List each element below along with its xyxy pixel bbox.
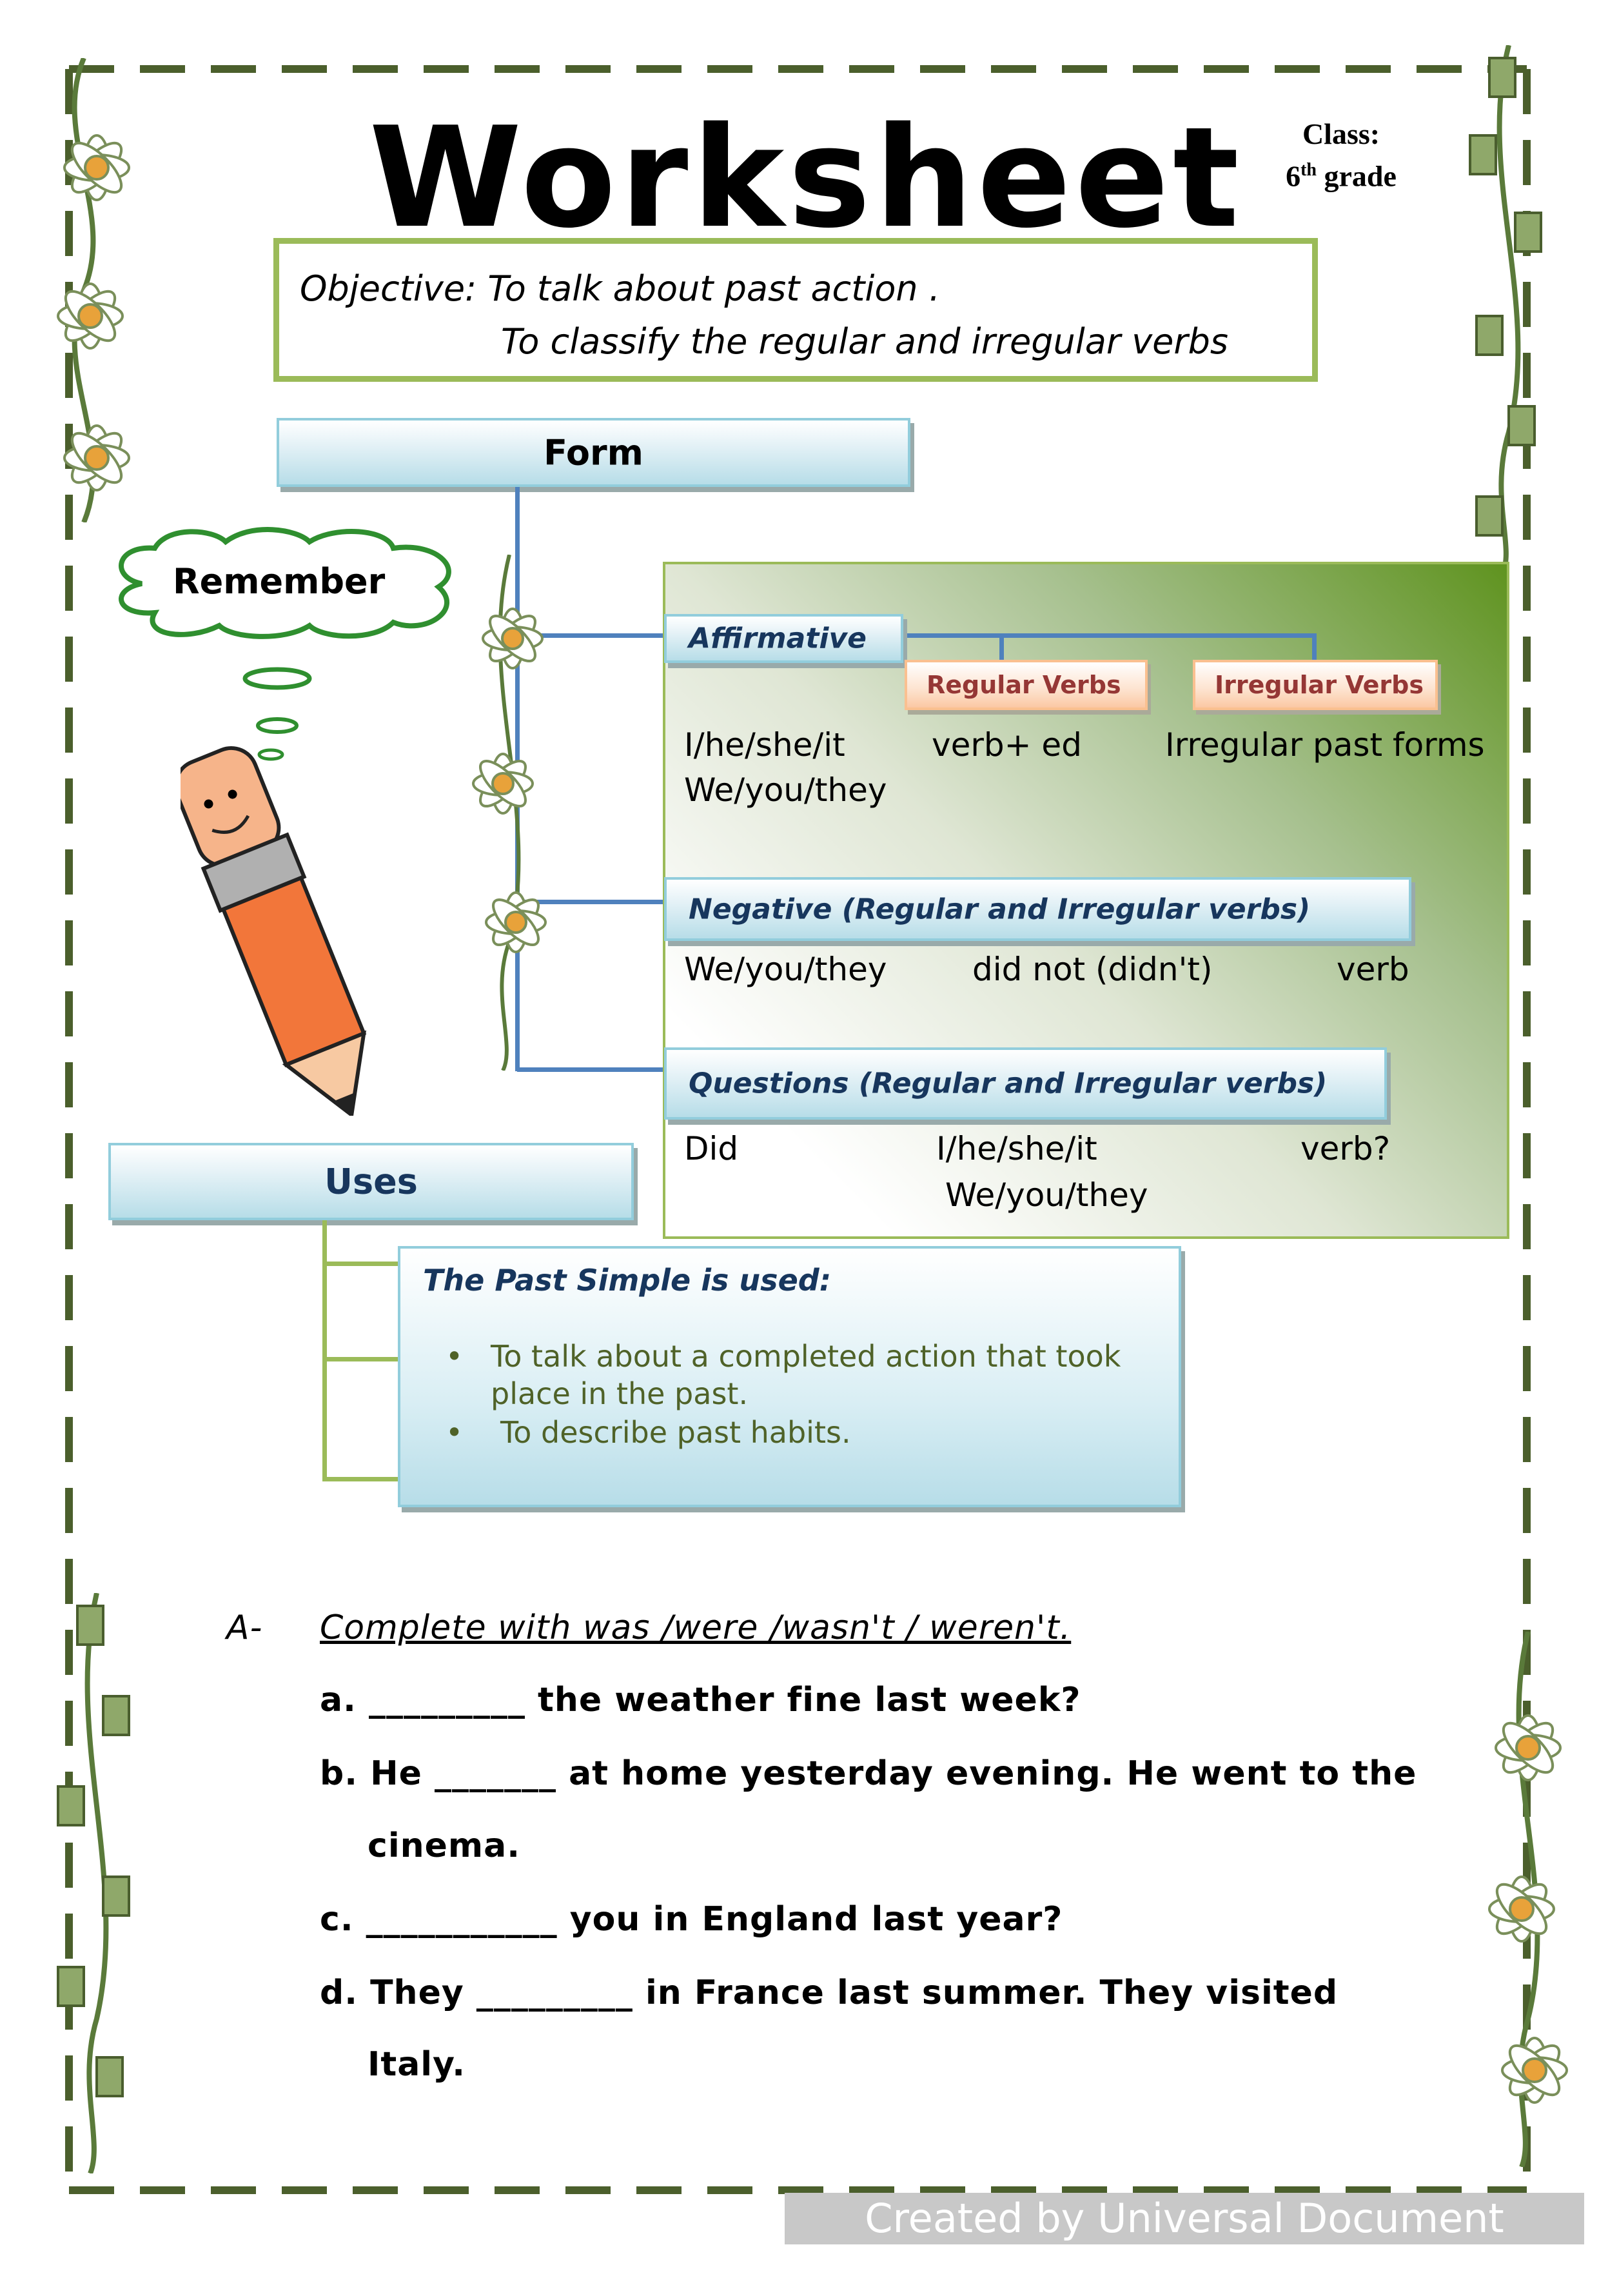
question-auxiliary: Did bbox=[684, 1130, 739, 1167]
use-1-line-1: To talk about a completed action that took bbox=[491, 1339, 1121, 1374]
irregular-verbs-header bbox=[1193, 660, 1438, 710]
exercise-item-d: d. They _________ in France last summer. They visited bbox=[320, 1974, 1339, 2012]
page-border-top bbox=[69, 65, 1527, 73]
exercise-item-b: b. He _______ at home yesterday evening. He went to the bbox=[320, 1754, 1417, 1793]
uses-header bbox=[108, 1143, 634, 1220]
bullet-dot: • bbox=[446, 1339, 464, 1374]
converter-watermark: Created by Universal Document Converter bbox=[785, 2193, 1584, 2244]
objective-line-2: To classify the regular and irregular verbs bbox=[501, 321, 1229, 362]
irregular-form: Irregular past forms bbox=[1165, 726, 1485, 764]
form-title: Form bbox=[544, 432, 643, 473]
grade-text bbox=[1264, 152, 1418, 194]
objective-box bbox=[273, 238, 1318, 382]
uses-connector-3 bbox=[324, 1477, 399, 1481]
uses-connector-2 bbox=[324, 1357, 399, 1361]
negative-verb: verb bbox=[1337, 951, 1409, 988]
exercise-item-c: c. ___________ you in England last year? bbox=[320, 1900, 1063, 1939]
bullet-dot: • bbox=[446, 1415, 464, 1450]
negative-label: Negative (Regular and Irregular verbs) bbox=[689, 893, 1311, 925]
regular-verbs-label: Regular Verbs bbox=[927, 671, 1121, 699]
uses-connector-vertical bbox=[322, 1220, 327, 1481]
exercise-item-d-continuation: Italy. bbox=[368, 2045, 466, 2084]
negative-auxiliary: did not (didn't) bbox=[972, 951, 1213, 988]
regular-form: verb+ ed bbox=[932, 726, 1082, 764]
exercise-item-a: a. _________ the weather fine last week? bbox=[320, 1681, 1081, 1719]
negative-header bbox=[664, 877, 1411, 941]
questions-header bbox=[664, 1047, 1387, 1120]
grade-number: 6 bbox=[1286, 159, 1301, 193]
grade-word: grade bbox=[1324, 159, 1397, 193]
class-heading: Class: bbox=[1302, 117, 1380, 150]
uses-connector-1 bbox=[324, 1262, 399, 1266]
connector-verb-types bbox=[903, 633, 1316, 638]
irregular-verbs-label: Irregular Verbs bbox=[1215, 671, 1424, 699]
past-simple-uses-box bbox=[398, 1246, 1181, 1507]
exercise-instruction: Complete with was /were /wasn't / weren't. bbox=[320, 1608, 1072, 1647]
connector-irregular bbox=[1312, 633, 1317, 660]
uses-title: Uses bbox=[324, 1161, 418, 1202]
grade-suffix: th bbox=[1300, 160, 1317, 180]
question-subject-1: I/he/she/it bbox=[936, 1130, 1097, 1167]
use-1-line-2: place in the past. bbox=[491, 1376, 749, 1411]
affirmative-label: Affirmative bbox=[689, 622, 867, 655]
affirmative-subject-1: I/he/she/it bbox=[684, 726, 845, 764]
use-2: To describe past habits. bbox=[500, 1415, 851, 1450]
flower-vine-icon bbox=[458, 555, 574, 1071]
question-verb: verb? bbox=[1300, 1130, 1391, 1167]
affirmative-subject-2: We/you/they bbox=[684, 771, 887, 809]
form-header bbox=[277, 418, 910, 487]
objective-line-1: Objective: To talk about past action . bbox=[300, 268, 940, 309]
exercise-number: A- bbox=[226, 1608, 263, 1647]
questions-label: Questions (Regular and Irregular verbs) bbox=[689, 1067, 1328, 1100]
class-label bbox=[1264, 116, 1418, 194]
affirmative-header bbox=[664, 614, 903, 663]
connector-regular bbox=[999, 633, 1004, 660]
exercise-item-b-continuation: cinema. bbox=[368, 1826, 520, 1865]
remember-label: Remember bbox=[173, 561, 386, 602]
flower-vine-icon bbox=[1464, 1632, 1593, 2167]
worksheet-title: Worksheet bbox=[369, 97, 1243, 259]
leaf-vine-icon bbox=[39, 1593, 148, 2173]
negative-subject: We/you/they bbox=[684, 951, 887, 988]
uses-heading: The Past Simple is used: bbox=[423, 1263, 832, 1298]
question-subject-2: We/you/they bbox=[945, 1176, 1148, 1214]
pencil-mascot-icon bbox=[181, 664, 374, 1116]
regular-verbs-header bbox=[905, 660, 1148, 710]
